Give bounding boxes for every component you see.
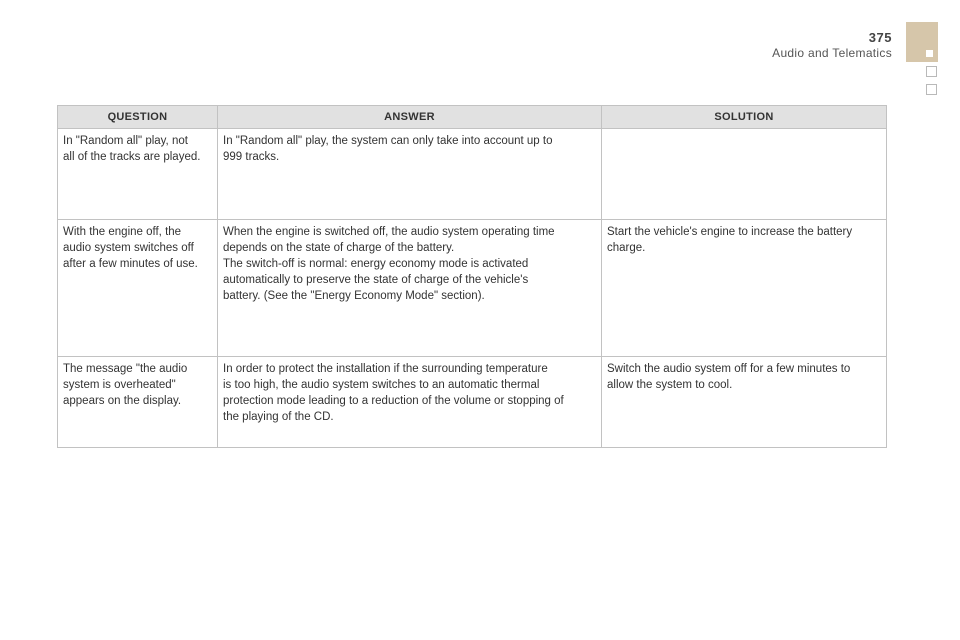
solution-cell xyxy=(602,129,887,220)
chapter-tab-outline-icon xyxy=(926,84,937,95)
column-header-answer: ANSWER xyxy=(218,106,602,129)
chapter-tab-outline-icon xyxy=(926,66,937,77)
chapter-tab-marker xyxy=(906,22,938,62)
question-cell: The message "the audio system is overheated" appears on the display. xyxy=(58,357,218,448)
table-row xyxy=(58,357,887,448)
column-header-solution: SOLUTION xyxy=(602,106,887,129)
table-row xyxy=(58,220,887,357)
answer-cell: In order to protect the installation if the surrounding temperature is too high, the audio system switches to an automatic thermal protection mode leading to a reduction of the volume or stopping of the playing of the CD. xyxy=(218,357,602,448)
table-row xyxy=(58,129,887,220)
troubleshooting-table xyxy=(57,105,887,448)
question-cell: With the engine off, the audio system switches off after a few minutes of use. xyxy=(58,220,218,357)
question-cell: In "Random all" play, not all of the tracks are played. xyxy=(58,129,218,220)
solution-cell: Start the vehicle's engine to increase the battery charge. xyxy=(602,220,887,357)
answer-cell: When the engine is switched off, the audio system operating time depends on the state of charge of the battery. The switch-off is normal: energy economy mode is activated automatically to preserve the state of charge of the vehicle's battery. (See the "Energy Economy Mode" section). xyxy=(218,220,602,357)
table-header-row xyxy=(58,106,887,129)
page-number: 375 xyxy=(868,30,892,45)
column-header-question: QUESTION xyxy=(58,106,218,129)
solution-cell: Switch the audio system off for a few minutes to allow the system to cool. xyxy=(602,357,887,448)
section-title: Audio and Telematics xyxy=(772,46,892,60)
answer-cell: In "Random all" play, the system can only take into account up to 999 tracks. xyxy=(218,129,602,220)
chapter-tab-square-icon xyxy=(926,50,933,57)
